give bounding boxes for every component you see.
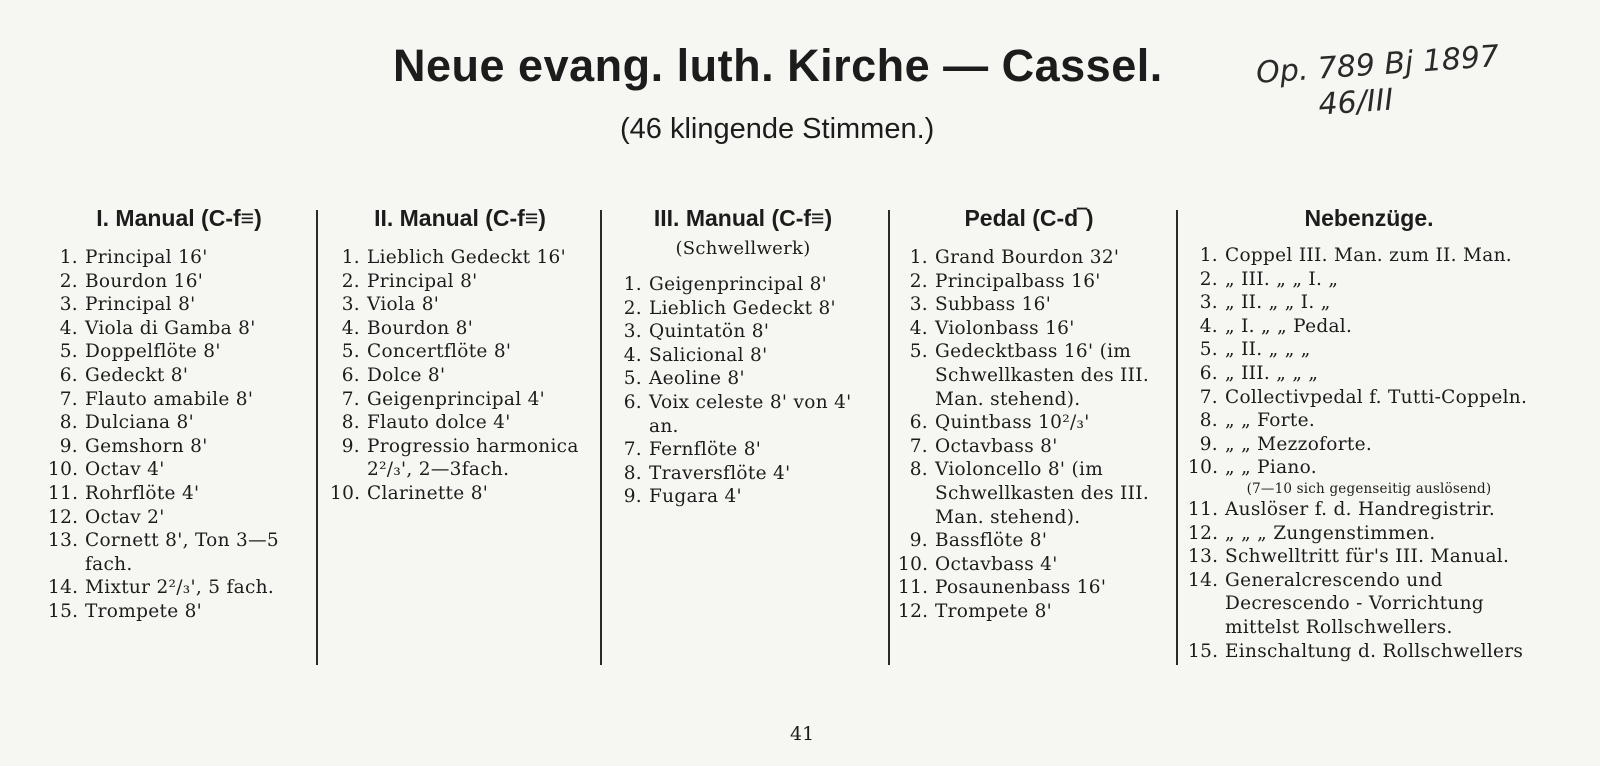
column-manual-2 [330, 205, 590, 506]
item-text: Generalcrescendo und Decrescendo - Vorrichtung mittelst Rollschwellers. [1225, 569, 1484, 638]
list-item [330, 340, 590, 364]
item-number: 9. [623, 486, 642, 508]
list-item [330, 317, 590, 341]
list-item [48, 246, 310, 270]
item-number: 4. [1199, 315, 1218, 337]
column-divider [888, 210, 890, 665]
column-subheading: (Schwellwerk) [675, 238, 811, 259]
item-text: „ III. „ „ „ [1225, 362, 1319, 384]
stop-list [1188, 244, 1550, 663]
item-number: 15. [48, 600, 79, 622]
column-divider [316, 210, 318, 665]
item-text: Octavbass 8' [935, 435, 1058, 457]
list-item [612, 273, 874, 297]
list-item [48, 576, 310, 600]
item-text: Principal 16' [85, 247, 208, 268]
item-number: 6. [341, 364, 360, 386]
item-text: (7—10 sich gegenseitig auslösend) [1246, 480, 1492, 497]
item-number: 10. [330, 482, 361, 504]
item-text: Gemshorn 8' [85, 435, 208, 457]
list-item [898, 600, 1160, 624]
item-text: Lieblich Gedeckt 16' [367, 247, 567, 268]
item-number: 4. [623, 344, 642, 366]
list-item [612, 462, 874, 486]
column-heading: Pedal (C-d‾) [964, 205, 1094, 231]
item-number: 3. [1199, 292, 1218, 314]
item-text: Traversflöte 4' [649, 462, 791, 484]
item-number: 2. [1199, 268, 1218, 290]
item-text: „ II. „ „ I. „ [1225, 292, 1331, 314]
item-number: 9. [909, 530, 928, 552]
list-item [898, 553, 1160, 577]
list-item [48, 317, 310, 341]
list-item [1188, 268, 1550, 292]
item-number: 11. [898, 577, 929, 599]
item-number: 5. [1199, 339, 1218, 361]
list-item [898, 340, 1160, 411]
item-number: 14. [1188, 569, 1219, 591]
item-text: Rohrflöte 4' [85, 482, 200, 504]
item-number: 6. [623, 391, 642, 413]
item-text: Collectivpedal f. Tutti-Coppeln. [1225, 386, 1528, 408]
item-number: 5. [59, 341, 78, 363]
list-item [1188, 338, 1550, 362]
item-number: 4. [909, 317, 928, 339]
item-text: Einschaltung d. Rollschwellers [1225, 640, 1524, 662]
page-subtitle: (46 klingende Stimmen.) [620, 113, 935, 145]
column-heading: I. Manual (C-f≡) [96, 205, 262, 231]
list-item [1188, 244, 1550, 268]
list-item [1188, 522, 1550, 546]
column-manual-3 [612, 205, 874, 509]
list-item [898, 317, 1160, 341]
item-text: Octav 2' [85, 506, 165, 528]
list-item [48, 364, 310, 388]
item-text: Violonbass 16' [935, 317, 1075, 339]
item-text: „ I. „ „ Pedal. [1225, 315, 1353, 337]
item-text: Geigenprincipal 8' [649, 274, 828, 295]
item-number: 7. [59, 388, 78, 410]
item-number: 5. [623, 368, 642, 390]
note-line-1: Op. 789 Bj 1897 [1255, 39, 1501, 91]
item-text: Progressio harmonica 2²/₃', 2—3fach. [367, 435, 579, 481]
item-number: 12. [1188, 522, 1219, 544]
list-item [612, 297, 874, 321]
item-number: 1. [1199, 245, 1218, 266]
list-item [898, 246, 1160, 270]
item-text: Bourdon 16' [85, 270, 204, 292]
list-item [330, 482, 590, 506]
stop-list [612, 273, 874, 509]
item-text: Gedecktbass 16' (im Schwellkasten des III. Man. stehend). [935, 341, 1150, 410]
item-text: Dolce 8' [367, 364, 446, 386]
list-item [330, 270, 590, 294]
item-number: 10. [898, 553, 929, 575]
stop-list [330, 246, 590, 506]
item-text: Mixtur 2²/₃', 5 fach. [85, 577, 275, 599]
item-text: Doppelflöte 8' [85, 341, 221, 363]
column-manual-1 [48, 205, 310, 624]
page-title: Neue evang. luth. Kirche — Cassel. [393, 40, 1163, 91]
list-item [898, 293, 1160, 317]
item-number: 10. [1188, 457, 1219, 479]
list-item-note [1188, 480, 1550, 498]
item-text: „ II. „ „ „ [1225, 339, 1311, 361]
item-number: 12. [48, 506, 79, 528]
list-item [1188, 569, 1550, 640]
list-item [898, 411, 1160, 435]
item-text: Lieblich Gedeckt 8' [649, 297, 836, 319]
list-item [1188, 362, 1550, 386]
item-number: 5. [341, 341, 360, 363]
list-item [48, 340, 310, 364]
column-heading: III. Manual (C-f≡) [653, 205, 833, 231]
item-number: 3. [623, 321, 642, 343]
item-number: 6. [909, 412, 928, 434]
item-number: 8. [59, 412, 78, 434]
item-number: 7. [1199, 386, 1218, 408]
list-item [330, 435, 590, 482]
item-number: 2. [59, 270, 78, 292]
list-item [898, 458, 1160, 529]
item-number: 9. [59, 435, 78, 457]
item-text: Fernflöte 8' [649, 439, 762, 461]
list-item [612, 367, 874, 391]
item-number: 9. [1199, 433, 1218, 455]
handwritten-note [1255, 39, 1503, 128]
item-number: 9. [341, 435, 360, 457]
item-text: Octavbass 4' [935, 553, 1058, 575]
list-item [1188, 409, 1550, 433]
item-text: „ „ „ Zungenstimmen. [1225, 522, 1436, 544]
item-number: 2. [909, 270, 928, 292]
item-text: Viola 8' [367, 294, 440, 316]
list-item [898, 435, 1160, 459]
column-nebenzuege [1188, 205, 1550, 663]
item-number: 8. [341, 412, 360, 434]
item-number: 2. [341, 270, 360, 292]
column-divider [1176, 210, 1178, 665]
item-number: 1. [623, 274, 642, 295]
list-item [48, 529, 310, 576]
list-item [1188, 315, 1550, 339]
list-item [898, 576, 1160, 600]
list-item [1188, 386, 1550, 410]
item-number: 4. [59, 317, 78, 339]
list-item [48, 270, 310, 294]
column-pedal [898, 205, 1160, 624]
item-text: Posaunenbass 16' [935, 577, 1107, 599]
list-item [1188, 291, 1550, 315]
item-number: 1. [341, 247, 360, 268]
item-text: Bassflöte 8' [935, 530, 1048, 552]
item-text: Schwelltritt für's III. Manual. [1225, 546, 1510, 568]
item-text: Flauto dolce 4' [367, 412, 511, 434]
item-number: 3. [59, 294, 78, 316]
item-number: 8. [909, 459, 928, 481]
list-item [612, 320, 874, 344]
item-text: „ „ Forte. [1225, 410, 1315, 432]
list-item [330, 364, 590, 388]
list-item [48, 482, 310, 506]
item-number: 11. [1188, 498, 1219, 520]
list-item [1188, 456, 1550, 480]
item-text: Principal 8' [367, 270, 478, 292]
item-text: Quintbass 10²/₃' [935, 412, 1090, 434]
item-text: Viola di Gamba 8' [85, 317, 256, 339]
item-text: Gedeckt 8' [85, 364, 189, 386]
item-number: 7. [909, 435, 928, 457]
item-text: Aeoline 8' [649, 368, 745, 390]
list-item [1188, 433, 1550, 457]
item-number: 1. [909, 247, 928, 268]
item-text: Concertflöte 8' [367, 341, 512, 363]
list-item [1188, 640, 1550, 664]
column-heading: II. Manual (C-f≡) [374, 205, 546, 231]
item-number: 7. [623, 439, 642, 461]
item-text: Auslöser f. d. Handregistrir. [1225, 498, 1496, 520]
item-text: Salicional 8' [649, 344, 768, 366]
item-number: 12. [898, 600, 929, 622]
item-text: Dulciana 8' [85, 412, 194, 434]
item-number: 13. [1188, 546, 1219, 568]
list-item [898, 270, 1160, 294]
list-item [48, 388, 310, 412]
item-text: Principal 8' [85, 294, 196, 316]
list-item [612, 438, 874, 462]
item-number: 13. [48, 530, 79, 552]
list-item [330, 246, 590, 270]
list-item [330, 388, 590, 412]
list-item [48, 506, 310, 530]
item-number: 8. [1199, 410, 1218, 432]
item-number: 4. [341, 317, 360, 339]
list-item [1188, 545, 1550, 569]
item-text: Octav 4' [85, 459, 165, 481]
item-text: „ „ Piano. [1225, 457, 1317, 479]
item-number: 2. [623, 297, 642, 319]
item-text: Voix celeste 8' von 4' an. [649, 391, 852, 437]
item-number: 15. [1188, 640, 1219, 662]
item-number: 3. [909, 294, 928, 316]
item-number: 10. [48, 459, 79, 481]
item-text: Clarinette 8' [367, 482, 489, 504]
item-number: 11. [48, 482, 79, 504]
list-item [48, 458, 310, 482]
list-item [330, 293, 590, 317]
item-number: 7. [341, 388, 360, 410]
item-text: Trompete 8' [85, 600, 203, 622]
list-item [612, 344, 874, 368]
item-number: 6. [59, 364, 78, 386]
item-number: 8. [623, 462, 642, 484]
list-item [330, 411, 590, 435]
list-item [1188, 498, 1550, 522]
item-number: 3. [341, 294, 360, 316]
item-text: Trompete 8' [935, 600, 1053, 622]
item-number: 5. [909, 341, 928, 363]
note-line-2: 46/III [1317, 82, 1395, 123]
stop-list [48, 246, 310, 624]
item-text: Cornett 8', Ton 3—5 fach. [85, 530, 279, 575]
item-text: Geigenprincipal 4' [367, 388, 546, 410]
column-divider [600, 210, 602, 665]
list-item [898, 529, 1160, 553]
item-text: „ „ Mezzoforte. [1225, 433, 1373, 455]
list-item [48, 411, 310, 435]
list-item [48, 293, 310, 317]
page-number: 41 [790, 723, 815, 745]
item-text: Bourdon 8' [367, 317, 474, 339]
list-item [612, 485, 874, 509]
item-text: Fugara 4' [649, 486, 742, 508]
list-item [612, 391, 874, 438]
item-text: Subbass 16' [935, 294, 1052, 316]
item-text: Principalbass 16' [935, 270, 1101, 292]
list-item [48, 435, 310, 459]
item-text: Coppel III. Man. zum II. Man. [1225, 245, 1512, 266]
item-number: 1. [59, 247, 78, 268]
list-item [48, 600, 310, 624]
stop-list [898, 246, 1160, 624]
item-text: Quintatön 8' [649, 321, 770, 343]
item-number: 6. [1199, 362, 1218, 384]
item-number: 14. [48, 577, 79, 599]
item-text: „ III. „ „ I. „ [1225, 268, 1339, 290]
item-text: Grand Bourdon 32' [935, 247, 1120, 268]
column-heading: Nebenzüge. [1304, 205, 1434, 231]
item-text: Flauto amabile 8' [85, 388, 254, 410]
item-text: Violoncello 8' (im Schwellkasten des III. Man. stehend). [935, 459, 1150, 528]
